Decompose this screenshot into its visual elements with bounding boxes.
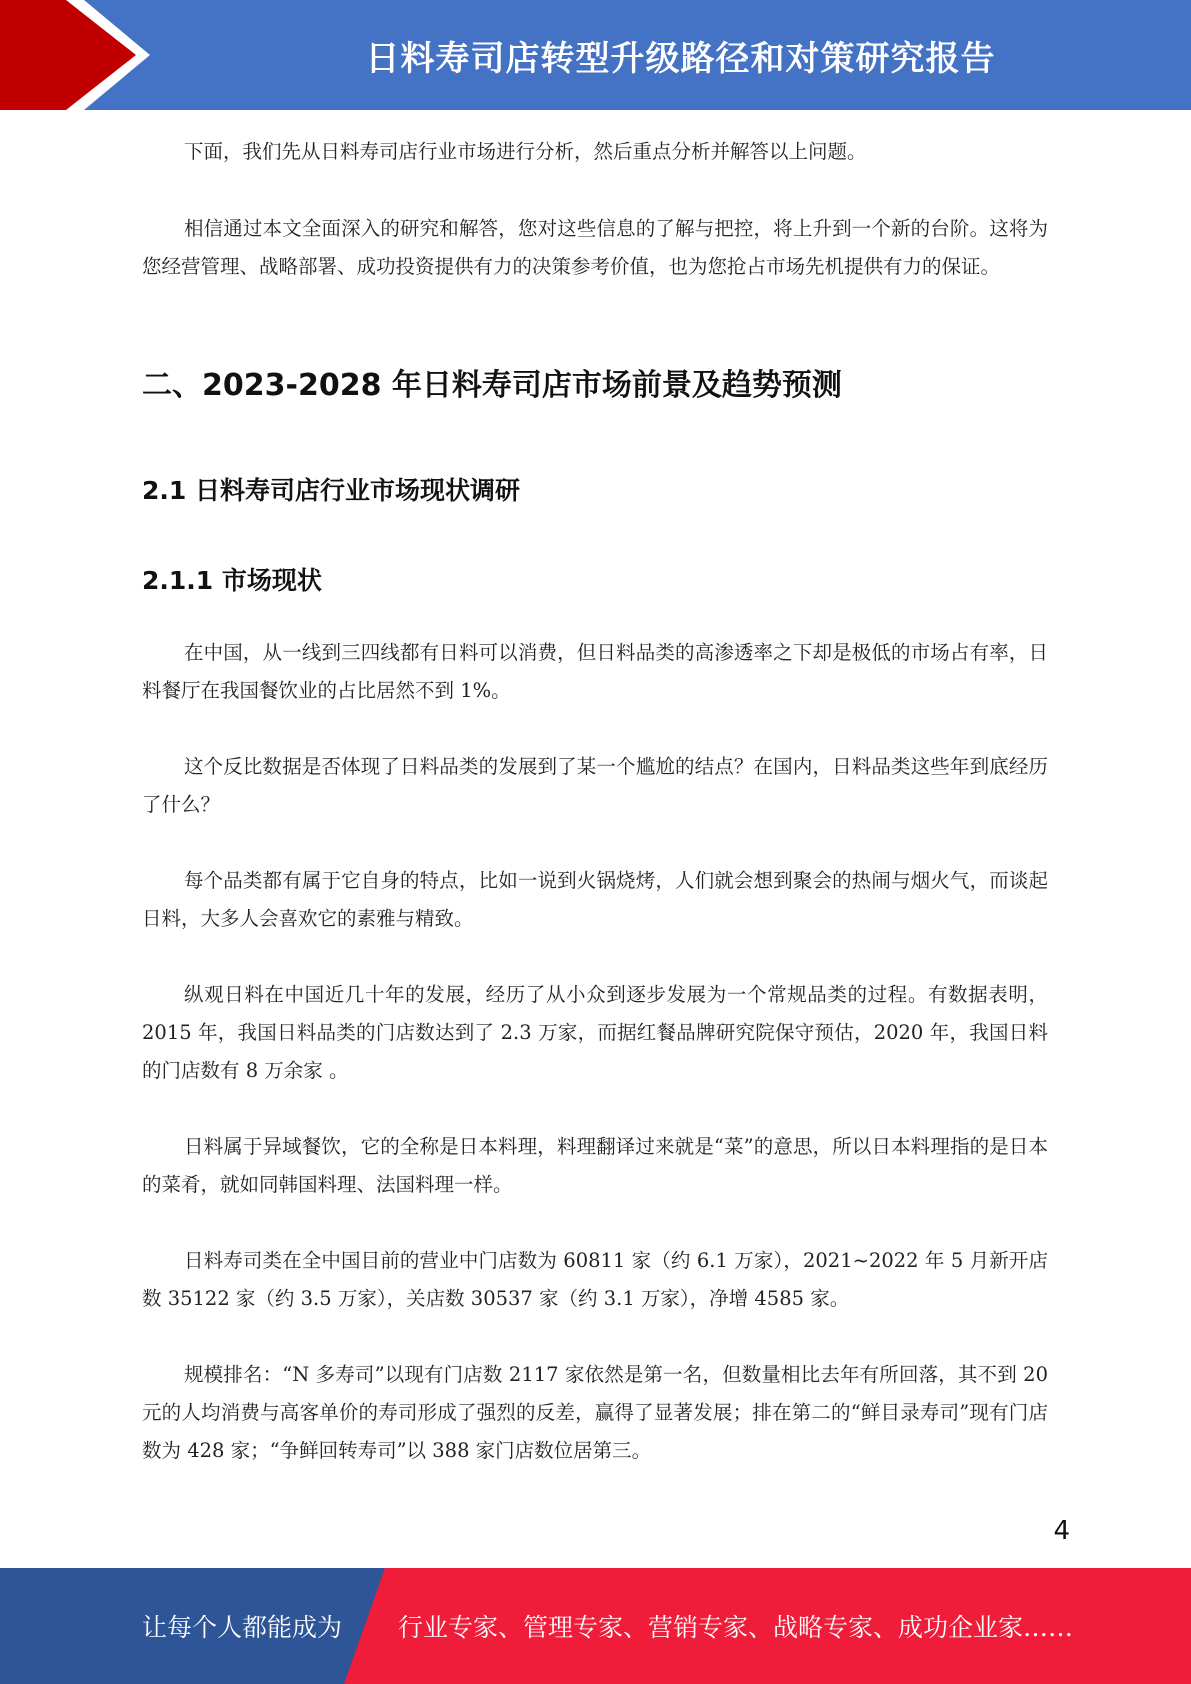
footer-banner	[0, 1568, 1191, 1684]
heading-section-2-1: 2.1 日料寿司店行业市场现状调研	[142, 476, 520, 505]
report-title: 日料寿司店转型升级路径和对策研究报告	[365, 38, 996, 79]
paragraph-5: 日料属于异域餐饮，它的全称是日本料理，料理翻译过来就是“菜”的意思，所以日本料理指的是日本的菜肴，就如同韩国料理、法国料理一样。	[142, 1135, 1048, 1196]
footer-slogan-right: 行业专家、管理专家、营销专家、战略专家、成功企业家……	[398, 1613, 1074, 1642]
heading-section-2: 二、2023-2028 年日料寿司店市场前景及趋势预测	[142, 368, 842, 403]
paragraph-intro-1: 下面，我们先从日料寿司店行业市场进行分析，然后重点分析并解答以上问题。	[184, 140, 867, 163]
paragraph-4: 纵观日料在中国近几十年的发展，经历了从小众到逐步发展为一个常规品类的过程。有数据表明，2015 年，我国日料品类的门店数达到了 2.3 万家，而据红餐品牌研究院保守预估，2020 年，我国日料的门店数有 8 万余家 。	[142, 983, 1048, 1082]
heading-section-2-1-1: 2.1.1 市场现状	[142, 566, 322, 595]
paragraph-6: 日料寿司类在全中国目前的营业中门店数为 60811 家（约 6.1 万家），2021~2022 年 5 月新开店数 35122 家（约 3.5 万家），关店数 30537 家（约 3.1 万家），净增 4585 家。	[142, 1249, 1048, 1310]
paragraph-intro-2: 相信通过本文全面深入的研究和解答，您对这些信息的了解与把控，将上升到一个新的台阶。这将为您经营管理、战略部署、成功投资提供有力的决策参考价值，也为您抢占市场先机提供有力的保证。	[142, 217, 1048, 278]
page-number: 4	[1053, 1516, 1070, 1546]
paragraph-7: 规模排名：“N 多寿司”以现有门店数 2117 家依然是第一名，但数量相比去年有所回落，其不到 20 元的人均消费与高客单价的寿司形成了强烈的反差，赢得了显著发展；排在第二的“鲜目录寿司”现有门店数为 428 家；“争鲜回转寿司”以 388 家门店数位居第三。	[142, 1363, 1048, 1462]
footer-slogan-left: 让每个人都能成为	[142, 1613, 343, 1642]
paragraph-1: 在中国，从一线到三四线都有日料可以消费，但日料品类的高渗透率之下却是极低的市场占有率，日料餐厅在我国餐饮业的占比居然不到 1%。	[142, 641, 1048, 702]
paragraph-2: 这个反比数据是否体现了日料品类的发展到了某一个尴尬的结点？在国内，日料品类这些年到底经历了什么？	[142, 755, 1048, 816]
header-banner	[0, 0, 1191, 110]
paragraph-3: 每个品类都有属于它自身的特点，比如一说到火锅烧烤，人们就会想到聚会的热闹与烟火气，而谈起日料，大多人会喜欢它的素雅与精致。	[142, 869, 1048, 930]
